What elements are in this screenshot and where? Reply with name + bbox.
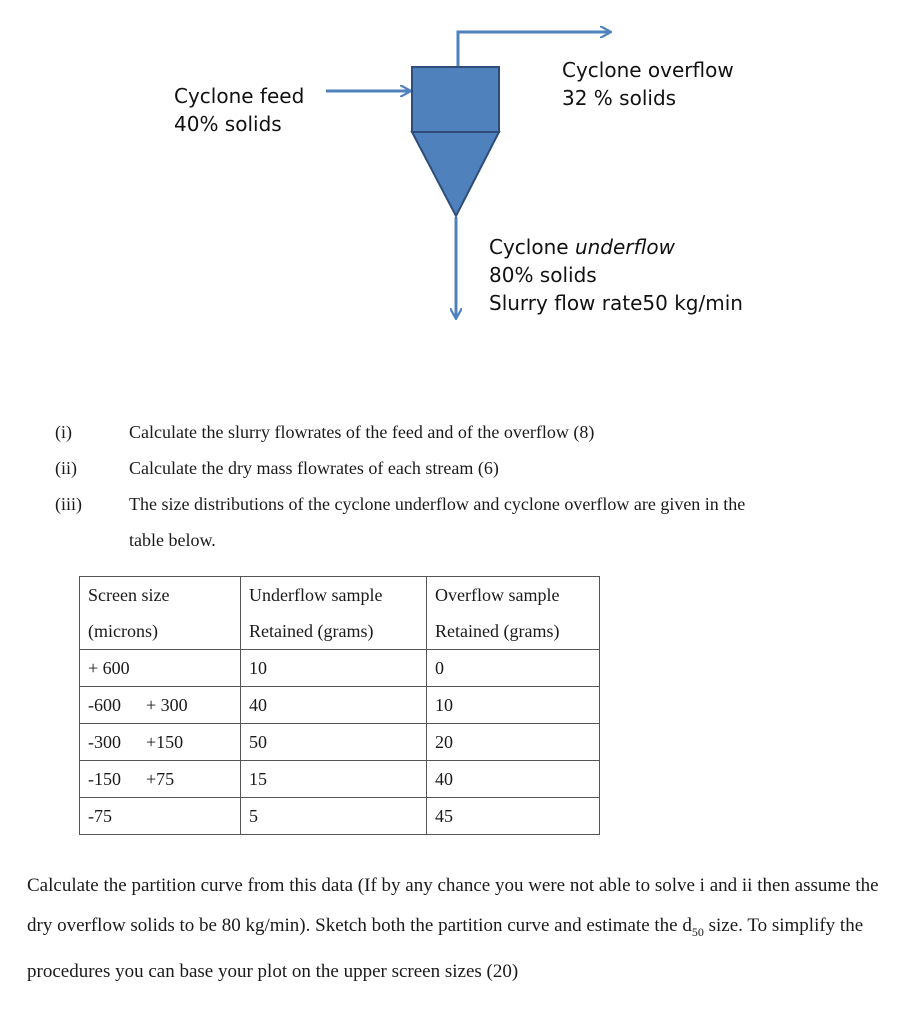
table-row — [80, 798, 600, 835]
screen-size-cell: + 600 — [80, 650, 241, 687]
table-row — [80, 724, 600, 761]
question-item — [55, 486, 855, 522]
question-number: (iii) — [55, 494, 82, 514]
size-distribution-table — [79, 576, 600, 835]
header-overflow: Overflow sample Retained (grams) — [427, 577, 600, 650]
overflow-cell: 10 — [427, 687, 600, 724]
screen-size-cell: -600 + 300 — [80, 687, 241, 724]
overflow-cell: 0 — [427, 650, 600, 687]
table-row — [80, 687, 600, 724]
cyclone-underflow-label: Cyclone underflow 80% solids Slurry flow rate50 kg/min — [489, 235, 743, 315]
underflow-cell: 50 — [241, 724, 427, 761]
underflow-cell: 40 — [241, 687, 427, 724]
overflow-cell: 40 — [427, 761, 600, 798]
question-text: The size distributions of the cyclone underflow and cyclone overflow are given in the — [129, 494, 746, 514]
overflow-cell: 20 — [427, 724, 600, 761]
question-text: Calculate the dry mass flowrates of each stream (6) — [129, 458, 499, 478]
question-number: (i) — [55, 422, 72, 442]
screen-size-cell: -300 +150 — [80, 724, 241, 761]
question-number: (ii) — [55, 458, 77, 478]
table-row — [80, 761, 600, 798]
cyclone-diagram — [0, 0, 906, 340]
question-item — [55, 450, 855, 486]
question-list — [55, 414, 855, 558]
question-text: table below. — [129, 530, 216, 550]
table-row — [80, 650, 600, 687]
header-underflow: Underflow sample Retained (grams) — [241, 577, 427, 650]
question-item — [55, 414, 855, 450]
screen-size-cell: -150 +75 — [80, 761, 241, 798]
table-header-row — [80, 577, 600, 650]
screen-size-cell: -75 — [80, 798, 241, 835]
question-text: Calculate the slurry flowrates of the feed and of the overflow (8) — [129, 422, 595, 442]
cyclone-feed-label: Cyclone feed 40% solids — [174, 84, 305, 136]
question-item — [55, 522, 855, 558]
partition-curve-instructions: Calculate the partition curve from this data (If by any chance you were not able to solve i and ii then assume the dry overflow solids to be 80 kg/min). Sketch both the partition curve and estimate the $d_{50}$ size. To simplify the procedures you can base your plot on the upper screen sizes (20) — [27, 875, 879, 982]
question-number — [55, 522, 129, 558]
cyclone-overflow-label: Cyclone overflow 32 % solids — [562, 58, 734, 110]
cyclone-cone — [412, 132, 499, 216]
underflow-cell: 15 — [241, 761, 427, 798]
underflow-cell: 5 — [241, 798, 427, 835]
header-screen-size: Screen size (microns) — [80, 577, 241, 650]
underflow-cell: 10 — [241, 650, 427, 687]
cyclone-cylinder — [412, 67, 499, 132]
overflow-cell: 45 — [427, 798, 600, 835]
